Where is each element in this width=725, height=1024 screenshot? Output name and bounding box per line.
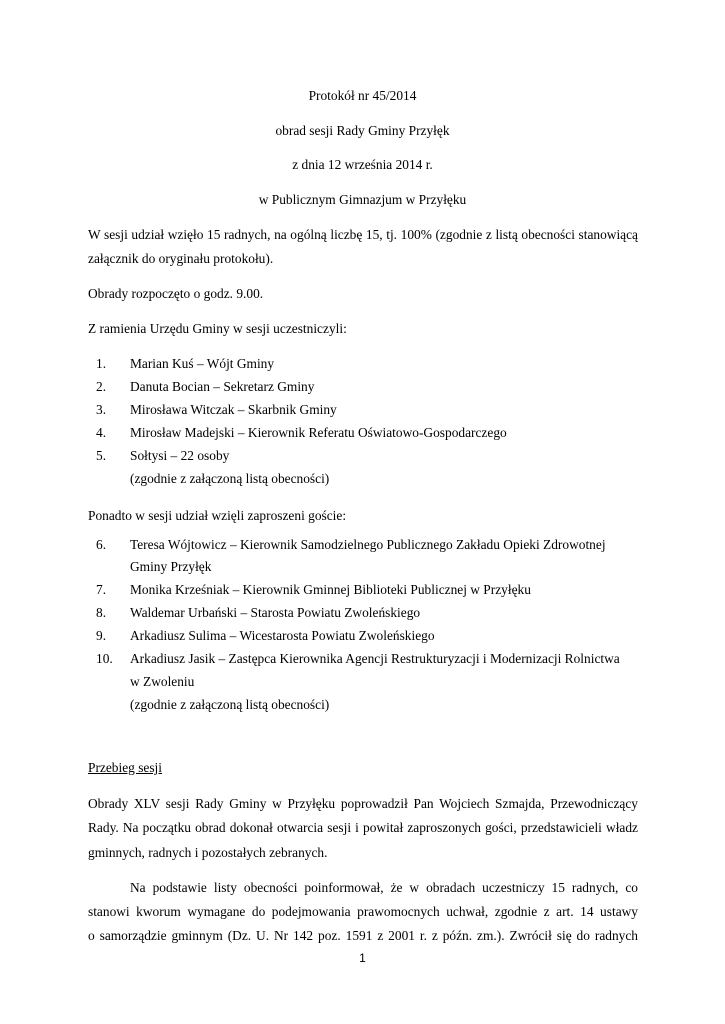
para2-line-1: Na podstawie listy obecności poinformował, że w obradach uczestniczy 15 radnych, co xyxy=(130,880,638,895)
session-date: z dnia 12 września 2014 r. xyxy=(292,157,433,172)
list-item-text: Mirosława Witczak – Skarbnik Gminy xyxy=(130,402,337,417)
start-time: Obrady rozpoczęto o godz. 9.00. xyxy=(88,286,264,301)
guests-heading: Ponadto w sesji udział wzięli zaproszeni goście: xyxy=(88,508,347,523)
list-item-number: 4. xyxy=(96,425,107,440)
list-item-number: 1. xyxy=(96,356,107,371)
para1-line-3: gminnych, radnych i pozostałych zebranych. xyxy=(88,845,328,860)
list-item-text-continued: w Zwoleniu xyxy=(130,674,195,689)
list-item-text: Danuta Bocian – Sekretarz Gminy xyxy=(130,379,315,394)
attendance-line-2: załącznik do oryginału protokołu). xyxy=(88,251,274,266)
session-location: w Publicznym Gimnazjum w Przyłęku xyxy=(258,192,467,207)
list-item-number: 8. xyxy=(96,605,107,620)
protocol-title: Protokół nr 45/2014 xyxy=(308,88,417,103)
list-item-text: Mirosław Madejski – Kierownik Referatu Oświatowo-Gospodarczego xyxy=(130,425,507,440)
list-item-text: Marian Kuś – Wójt Gminy xyxy=(130,356,275,371)
para1-line-2: Rady. Na początku obrad dokonał otwarcia sesji i powitał zaproszonych gości, przedstawicieli władz xyxy=(88,820,638,835)
list-item-number: 6. xyxy=(96,537,107,552)
list-item-text: Arkadiusz Sulima – Wicestarosta Powiatu Zwoleńskiego xyxy=(130,628,435,643)
list-item-text: Sołtysi – 22 osoby xyxy=(130,448,230,463)
list-item-text: Monika Krześniak – Kierownik Gminnej Biblioteki Publicznej w Przyłęku xyxy=(130,582,531,597)
list-item-text-continued: Gminy Przyłęk xyxy=(130,559,212,574)
list-item-number: 2. xyxy=(96,379,107,394)
list-item-text: Waldemar Urbański – Starosta Powiatu Zwoleńskiego xyxy=(130,605,421,620)
office-note: (zgodnie z załączoną listą obecności) xyxy=(130,471,330,486)
page-number: 1 xyxy=(359,951,366,965)
para1-line-1: Obrady XLV sesji Rady Gminy w Przyłęku poprowadził Pan Wojciech Szmajda, Przewodniczący xyxy=(88,796,638,811)
para2-line-2: stanowi kworum wymagane do podejmowania prawomocnych uchwał, zgodnie z art. 14 ustawy xyxy=(88,904,638,919)
section-title: Przebieg sesji xyxy=(88,760,163,775)
office-heading: Z ramienia Urzędu Gminy w sesji uczestniczyli: xyxy=(88,321,347,336)
list-item-number: 5. xyxy=(96,448,107,463)
list-item-text: Teresa Wójtowicz – Kierownik Samodzielnego Publicznego Zakładu Opieki Zdrowotnej xyxy=(130,537,606,552)
guests-note: (zgodnie z załączoną listą obecności) xyxy=(130,697,330,712)
session-subtitle: obrad sesji Rady Gminy Przyłęk xyxy=(275,123,450,138)
attendance-line-1: W sesji udział wzięło 15 radnych, na ogólną liczbę 15, tj. 100% (zgodnie z listą obecności stanowiącą xyxy=(88,227,638,242)
list-item-number: 7. xyxy=(96,582,107,597)
list-item-number: 9. xyxy=(96,628,107,643)
list-item-text: Arkadiusz Jasik – Zastępca Kierownika Agencji Restrukturyzacji i Modernizacji Rolnictwa xyxy=(130,651,620,666)
list-item-number: 10. xyxy=(96,651,113,666)
list-item-number: 3. xyxy=(96,402,107,417)
para2-line-3: o samorządzie gminnym (Dz. U. Nr 142 poz. 1591 z 2001 r. z późn. zm.). Zwrócił się do radnych xyxy=(88,928,638,943)
